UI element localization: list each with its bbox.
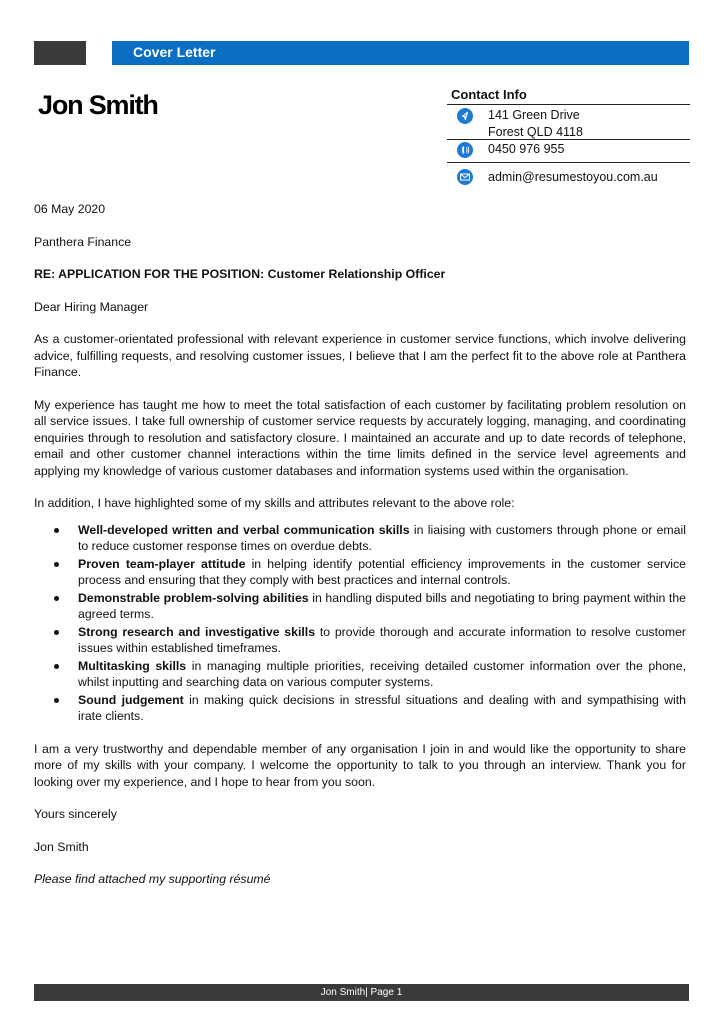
attachment-note: Please find attached my supporting résumé bbox=[34, 872, 271, 886]
skill-title: Strong research and investigative skills bbox=[78, 624, 316, 639]
closing-phrase: Yours sincerely bbox=[34, 807, 117, 821]
email-address[interactable]: admin@resumestoyou.com.au bbox=[488, 170, 658, 184]
applicant-name: Jon Smith bbox=[38, 90, 158, 120]
page-footer: Jon Smith| Page 1 bbox=[34, 984, 689, 1001]
header-gray-block bbox=[34, 41, 86, 65]
contact-address bbox=[447, 105, 690, 139]
banner-title: Cover Letter bbox=[133, 44, 216, 60]
bullet-icon bbox=[54, 698, 59, 703]
list-item bbox=[34, 658, 686, 691]
contact-info-block bbox=[447, 86, 690, 190]
skill-text: in liaising with customers through phone or email to reduce customer response times on overdue debts. bbox=[78, 522, 686, 553]
address-line-2: Forest QLD 4118 bbox=[488, 125, 583, 139]
recipient-company: Panthera Finance bbox=[34, 234, 132, 249]
bullet-icon bbox=[54, 528, 59, 533]
header-banner bbox=[112, 41, 689, 65]
location-icon bbox=[457, 108, 473, 124]
skill-title: Multitasking skills bbox=[78, 658, 187, 673]
signature-name: Jon Smith bbox=[34, 839, 89, 854]
paragraph-experience: My experience has taught me how to meet the total satisfaction of each customer by facilitating problem resolution on all service issues. I take full ownership of customer service requests by accurately logging, managing, and coordinating enquiries through to resolution and satisfactory closure. I maintained an accurate and up to date records of telephone, email and other customer channel interactions within the time limits defined in the service level agreements and applying my knowledge of various customer databases and information systems used within the organisation. bbox=[34, 397, 686, 478]
phone-number[interactable]: 0450 976 955 bbox=[488, 142, 565, 156]
subject-line: RE: APPLICATION FOR THE POSITION: Customer Relationship Officer bbox=[34, 267, 446, 281]
skill-text: in managing multiple priorities, receiving detailed customer information over the phone, whilst inputting and searching data on various computer systems. bbox=[78, 658, 687, 689]
list-item bbox=[34, 624, 686, 657]
list-item bbox=[34, 590, 686, 623]
skills-list bbox=[34, 522, 686, 725]
list-item bbox=[34, 522, 686, 555]
skill-text: in helping identify potential efficiency improvements in the customer service process and ensuring that they comply with best practices and internal controls. bbox=[78, 556, 686, 587]
contact-info-title: Contact Info bbox=[451, 87, 527, 102]
skill-text: to provide thorough and accurate information to resolve customer issues within established timeframes. bbox=[78, 624, 687, 655]
phone-icon bbox=[457, 142, 473, 158]
letter-body bbox=[34, 201, 686, 904]
skill-title: Sound judgement bbox=[78, 692, 184, 707]
skill-title: Proven team-player attitude bbox=[78, 556, 246, 571]
list-item bbox=[34, 556, 686, 589]
list-item bbox=[34, 692, 686, 725]
skill-text: in making quick decisions in stressful situations and dealing with and sympathising with irate clients. bbox=[78, 692, 687, 723]
address-line-1: 141 Green Drive bbox=[488, 108, 580, 122]
skill-title: Well-developed written and verbal communication skills bbox=[78, 522, 410, 537]
email-icon bbox=[457, 169, 473, 185]
bullet-icon bbox=[54, 596, 59, 601]
bullet-icon bbox=[54, 562, 59, 567]
bullet-icon bbox=[54, 664, 59, 669]
paragraph-skills-intro: In addition, I have highlighted some of my skills and attributes relevant to the above role: bbox=[34, 496, 515, 510]
paragraph-intro: As a customer-orientated professional with relevant experience in customer service functions, which involve delivering advice, fulfilling requests, and resolving customer issues, I believe that I am the perfect fit to the above role at Panthera Finance. bbox=[34, 332, 686, 379]
contact-phone bbox=[447, 140, 690, 162]
paragraph-closing: I am a very trustworthy and dependable member of any organisation I join in and would like the opportunity to share more of my skills with your company. I welcome the opportunity to talk to you through an interview. Thank you for looking over my experience, and I hope to hear from you soon. bbox=[34, 741, 686, 789]
salutation: Dear Hiring Manager bbox=[34, 299, 149, 314]
letter-date: 06 May 2020 bbox=[34, 202, 106, 216]
bullet-icon bbox=[54, 630, 59, 635]
skill-title: Demonstrable problem-solving abilities bbox=[78, 590, 309, 605]
contact-email bbox=[447, 163, 690, 190]
skill-text: in handling disputed bills and negotiating to bring payment within the agreed terms. bbox=[78, 590, 686, 621]
